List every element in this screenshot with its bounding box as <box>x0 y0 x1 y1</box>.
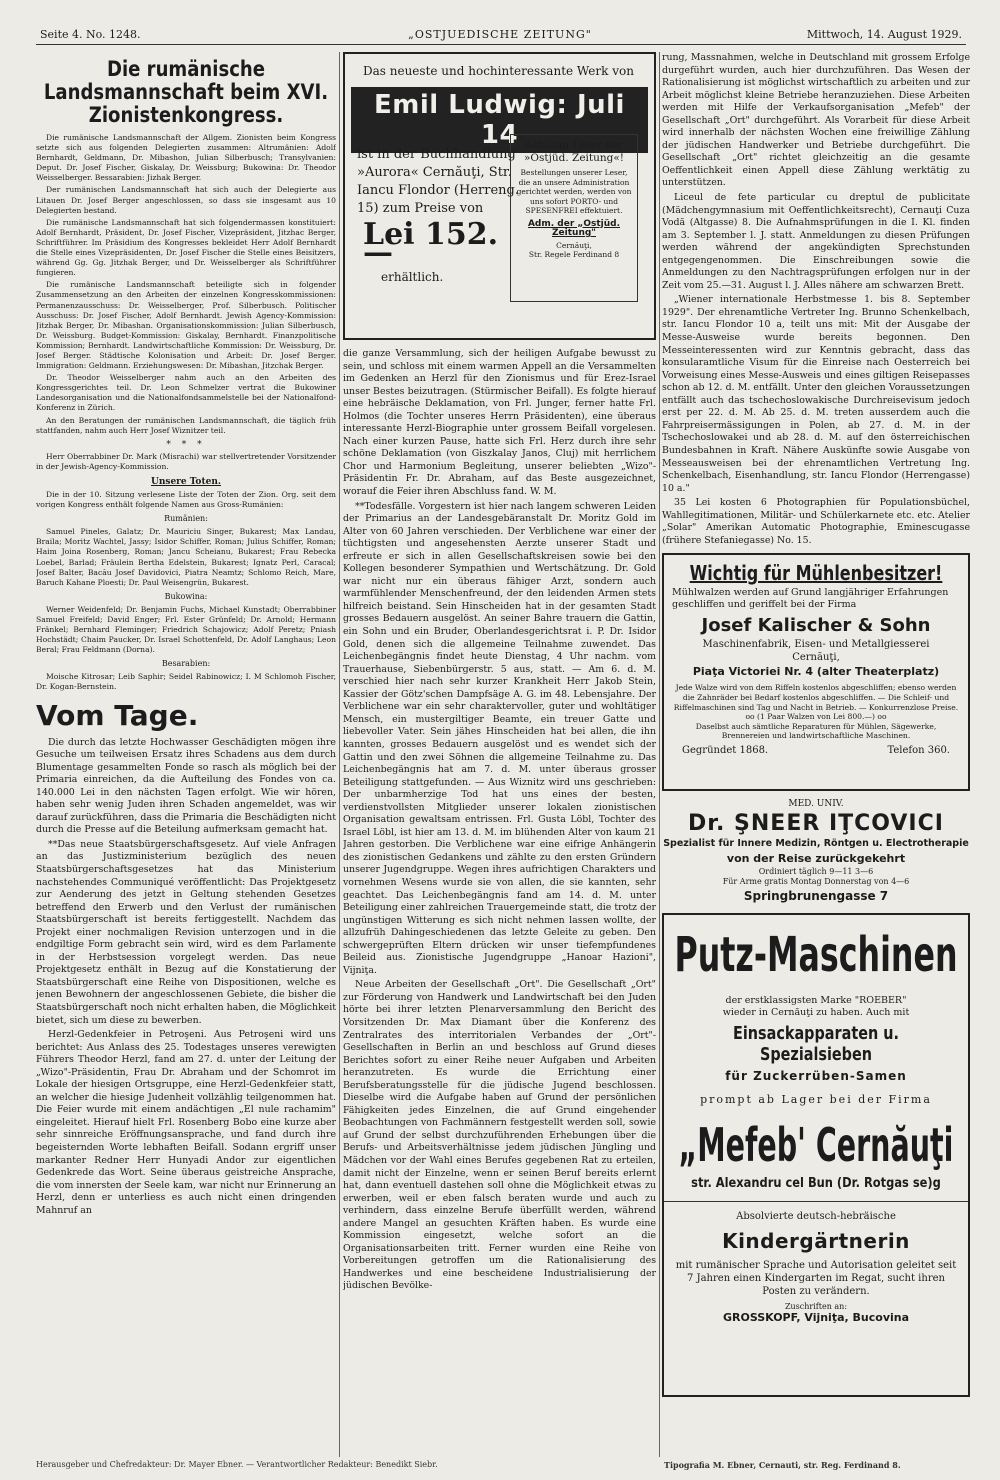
header-rule <box>36 44 966 45</box>
kg-contact: GROSSKOPF, Vijniţa, Bucovina <box>722 1311 910 1325</box>
ad-footer <box>682 745 950 756</box>
reader-notice-box <box>510 134 638 302</box>
doctor-advertisement <box>662 799 970 903</box>
page-number: Seite 4. No. 1248. <box>40 28 141 41</box>
article-body <box>662 52 970 547</box>
paragraph: Die rumänische Landsmannschaft hat sich folgendermassen konstituiert: Adolf Bernhardt, Präsident, Dr. Josef Fischer, Vizepräsident, Jitzhac Berger, Schriftführer. Im Präsidium des Kongresses bekleidet Herr Adolf Bernhardt die Stelle eines Vizepräsidenten, Dr. Josef Fischer die Stelle eines Beisitzers, während Gg. Gg. Jitzhak Berger, und Dr. Weisselberger als Schriftführer fungieren. <box>36 217 336 278</box>
region-title: Rumänien: <box>164 514 208 524</box>
article-body <box>36 737 336 1218</box>
ad-intro: Das neueste und hochinteressante Werk von <box>363 64 634 78</box>
kg-intro: Absolvierte deutsch-hebräische <box>736 1211 896 1223</box>
doctor-specialty: Spezialist für Innere Medizin, Röntgen u. Electrotherapie <box>663 838 969 850</box>
ad-line: wieder in Cernăuţi zu haben. Auch mit <box>722 1007 910 1019</box>
ad-lead: Mühlwalzen werden auf Grund langjähriger Erfahrungen geschliffen und geriffelt bei der Firma <box>672 587 949 611</box>
ad-price: Lei 152.— <box>363 217 499 270</box>
newspaper-title: „OSTJUEDISCHE ZEITUNG" <box>408 28 592 41</box>
ad-bookstore: ist in der Buchhandlung »Aurora« Cernăuţi, Str. Iancu Flondor (Herreng. 15) zum Preise von <box>357 147 519 216</box>
doctor-name: Dr. ŞNEER IŢCOVICI <box>688 811 944 837</box>
region-title: Bukowina: <box>164 591 208 601</box>
paragraph: rung, Massnahmen, welche in Deutschland mit grossem Erfolge durgeführt wurden, auch hier durchzuführen. Das Wesen der Rationalisierung ist möglichst wirtschaftlich zu arbeiten und zur Arbeit möglichst kleine Betriebe heranzuziehen. Diese Arbeiten werden mit Hilfe der Verkaufsorganisation „Mefeb" der Gesellschaft „Ort" durchgeführt. Als Vorarbeit für diese Arbeit wird innerhalb der nächsten Wochen eine freiwillige Zählung der jüdischen Handwerker und Betriebe durchgeführt. Die Gesellschaft „Ort" richtet gleichzeitig an die gesamte Oeffentlichkeit einen Appell diese Zählung werktätig zu unterstützen. <box>662 52 970 189</box>
notice-text: Bestellungen unserer Leser, die an unsere Administration gerichtet werden, werden von uns sofort PORTO- und SPESENFREI effektuiert. <box>516 168 632 215</box>
mill-advertisement <box>662 553 970 791</box>
ad-firm: „Mefeb' Cernăuţi <box>678 1118 954 1173</box>
column-divider <box>659 52 660 1457</box>
ad-subtitle: Maschinenfabrik, Eisen- und Metallgiesserei <box>702 639 930 651</box>
divider <box>664 1201 968 1202</box>
notice-street: Str. Regele Ferdinand 8 <box>528 250 620 259</box>
paragraph: 35 Lei kosten 6 Photographien für Populationsbüchel, Wahllegitimationen, Militär- und Schülerkarnete etc. etc. Atelier „Solar" Amerikan Automatic Photographie, Eminescugasse (frühere Stefaniegasse) No. 15. <box>662 497 970 546</box>
ad-title: Wichtig für Mühlenbesitzer! <box>689 561 943 586</box>
issue-date: Mittwoch, 14. August 1929. <box>806 28 962 41</box>
doctor-prefix: MED. UNIV. <box>788 799 844 810</box>
region-title: Besarabien: <box>161 659 211 669</box>
machine-advertisement <box>662 913 970 1397</box>
ad-banner: Emil Ludwig: Juli 14 <box>351 87 648 153</box>
name-list: Werner Weidenfeld; Dr. Benjamin Fuchs, Michael Kunstadt; Oberrabbiner Samuel Freifeld; David Enger; Frl. Ester Grünfeld; Dr. Arnold; Hermann Fränkel; Bernhard Fleminger; Friedrich Schajowicz; Adolf Peretz; Pniash Hochstädt; Chaim Paucker, Dr. Israel Schottenfeld, Dr. Adolf Langhaus; Leon Beral; Frau Feldmann (Dorna). <box>36 604 336 655</box>
paragraph: Der rumänischen Landsmannschaft hat sich auch der Delegierte aus Litauen Dr. Josef Berger angeschlossen, so dass sie insgesamt aus 10 Delegierten bestand. <box>36 185 336 215</box>
column-2 <box>343 52 656 1457</box>
notice-admin: Adm. der „Ostjüd. Zeitung" <box>527 218 621 238</box>
book-advertisement <box>343 52 656 340</box>
article-body <box>36 133 336 693</box>
doctor-poor-hours: Für Arme gratis Montag Donnerstag von 4—6 <box>722 877 910 887</box>
ad-firm: Josef Kalischer & Sohn <box>701 615 931 637</box>
section-separator: * * * <box>166 439 206 450</box>
ad-founded: Gegründet 1868. <box>682 744 769 756</box>
paragraph: Herr Oberrabbiner Dr. Mark (Misrachi) war stellvertretender Vorsitzender in der Jewish-Agency-Kommission. <box>36 451 336 471</box>
ad-line: prompt ab Lager bei der Firma <box>700 1093 932 1107</box>
kg-title: Kindergärtnerin <box>722 1229 910 1254</box>
ad-fineprint: Daselbst auch sämtliche Reparaturen für Mühlen, Sägewerke, Brennereien und landwirtschaftliche Maschinen. <box>695 721 937 741</box>
paragraph: Herzl-Gedenkfeier in Petroşeni. Aus Petroşeni wird uns berichtet: Aus Anlass des 25. Todestages unseres verewigten Führers Theodor Herzl, fand am 27. d. unter der Leitung der „Wizo"-Präsidentin, Frau Dr. Abraham und der Schomrot im Lokale der hiesigen Ortsgruppe, eine Herzl-Gedenkfeier statt, an welcher die hiesige Judenheit vollzählig teilgenommen hat. Die Feier wurde mit einem andächtigen „El nule rachamim" eingeleitet. Hierauf hielt Frl. Rosenberg Bobo eine kurze aber sehr sinnreiche Eröffnungsansprache, und fand durch ihre begeisternden Worte lebhaften Beifall. Sodann ergriff unser markanter Redner Herr Hunyadi Andor zur eigentlichen Gedenkrede das Wort. Seine überaus geistreiche Ansprache, die vom innersten der Seele kam, war nicht nur Erinnerung an Herzl, denn er unterliess es auch nicht einen dringenden Mahnruf an <box>36 1029 336 1216</box>
footer-publisher: Herausgeber und Chefredakteur: Dr. Mayer Ebner. — Verantwortlicher Redakteur: Benedikt Siebr. <box>36 1460 438 1469</box>
ad-fineprint: oo (1 Paar Walzen von Lei 800.—) oo <box>745 712 887 722</box>
page-header <box>0 0 1000 40</box>
ad-line: der erstklassigsten Marke "ROEBER" <box>725 995 907 1007</box>
paragraph: Liceul de fete particular cu dreptul de publicitate (Mädchengymnasium mit Oeffentlichkeitsrecht), Cernauţi Cuza Vodă (Altgasse) 8. Die Aufnahmsprüfungen in die I. Kl. finden am 3. September l. J. statt. Anmeldungen zu diesen Prüfungen werden während der angekündigten Sprechstunden entgegengenommen. Die Einschreibungen sowie die Anmeldungen zu den Nachtragsprüfungen erfolgen nur in der Zeit vom 25.—31. August l. J. Alles nähere am schwarzen Brett. <box>662 192 970 291</box>
paragraph: **Todesfälle. Vorgestern ist hier nach langem schweren Leiden der Primarius an der Landesgebäranstalt Dr. Moritz Gold im Alter von 60 Jahren verschieden. Der Verblichene war einer der tüchtigsten und angesehensten Aerzte unserer Stadt und erfreute er sich in allen Gesellschaftskreisen sowie bei den Kollegen besonderer Sympathien und Wertschätzung. Dr. Gold war nicht nur ein überaus fähiger Arzt, sondern auch warmfühlender Menschenfreund, der den leidenden Armen stets hilfreich beistand. Sein Hinscheiden hat in der gesamten Stadt grosses Bedauern ausgelöst. An seiner Bahre trauern die Gattin, ein Sohn und ein Bruder, Oberlandesgerichtsrat i. P. Dr. Isidor Gold, denen sich die allgemeine Teilnahme zuwendet. Das Leichenbegängnis findet heute Dienstag, 4 Uhr nachm. vom Trauerhause, Siebenbürgerstr. 5 aus, statt. — Am 6. d. M. verschied hier nach sehr kurzer Krankheit Herr Jakob Stein, Kassier der Götz'schen Dampfsäge A. G. im 48. Lebensjahre. Der Verblichene war ein sehr charaktervoller, guter und wohltätiger Mensch, ein mustergiltiger Beamte, ein treuer Gatte und liebevoller Vater. Sein jähes Hinscheiden hat bei allen, die ihn kannten, grosses Bedauern ausgelöst und es wendet sich der Gattin und den zwei Söhnen die allgemeine Teilnahme zu. Das Leichenbegängnis hat am 7. d. M. unter überaus grosser Beteiligung stattgefunden. — Aus Wiznitz wird uns geschrieben: Der unbarmherzige Tod hat uns eines der besten, verdienstvollsten Mitglieder unserer lokalen zionistischen Organisation gewaltsam entrissen. Frl. Gusta Löbl, Tochter des Israel Löbl, ist hier am 13. d. M. im blühenden Alter von kaum 21 Jahren gestorben. Die Verblichene war eine eifrige Anhängerin des zionistischen Gedankens und zählte zu den ersten Gründern unserer Jugendgruppe. Wegen ihres aufrichtigen Charakters und vornehmen Wesens wurde sie von allen, die sie kannten, sehr geachtet. Das Leichenbegängnis fand am 14. d. M. unter Beteiligung einer zahlreichen Trauergemeinde statt, die trotz der ungünstigen Witterung es sich nicht nehmen lassen wollte, der allzufrüh Dahingeschiedenen das letzte Geleite zu geben. Den schwergeprüften Eltern drücken wir unser tiefempfundenes Beileid aus. Zionistische Jugendgruppe „Hanoar Hazioni", Vijniţa. <box>343 500 656 976</box>
ad-availability: erhältlich. <box>381 270 444 284</box>
article-headline: Die rumänische Landsmannschaft beim XVI. Zionistenkongress. <box>43 57 329 127</box>
paragraph: die ganze Versammlung, sich der heiligen Aufgabe bewusst zu sein, und schloss mit einem warmen Appell an die Versammelten im Gedenken an Herzl für den Zionismus und für Erez-Israel unser Bestes beizutragen. (Stürmischer Beifall). Es folgte hierauf eine hebräische Deklamation, von Frl. Junger, ferner hatte Frl. Holmos (die Tochter unseres Herrn Präsidenten), eine überaus interessante Herzl-Biographie unter grossem Beifall vorgelesen. Nach einer kurzen Pause, hatte sich Frl. Herz durch ihre sehr schöne Deklamation (von Giszkalay Janos, Cluj) mit herrlichem Chor und Harmonium Begleitung, unserer beliebten „Wizo"-Präsidentin Fr. Dr. Abraham, auf das Beste ausgezeichnet, worauf die Feier ihren Abschluss fand. W. M. <box>343 348 656 498</box>
paragraph: Die rumänische Landsmannschaft der Allgem. Zionisten beim Kongress setzte sich aus folgenden Delegierten zusammen: Altrumänien: Adolf Bernhardt, Geldmann, Dr. Mibashon, Julian Silberbusch; Transylvanien: Deput. Dr. Josef Fischer, Giskalay, Dr. Weissburg; Bukowina: Dr. Theodor Weisselberger. Bessarabien: Jizhak Berger. <box>36 133 336 183</box>
article-body <box>343 348 656 1293</box>
notice-title: Achtung Leser der »Ostjüd. Zeitung«! <box>523 139 625 164</box>
paragraph: „Wiener internationale Herbstmesse 1. bis 8. September 1929". Der ehrenamtliche Vertreter Ing. Brunno Schenkelbach, str. Iancu Flondor 10 a, teilt uns mit: Mit der Ausgabe der Messe-Ausweise wurde bereits begonnen. Den Messeinteressenten wird zur Kenntnis gebracht, dass das konsularamtliche Visum für die Einreise nach Oesterreich bei Vorweisung eines Messe-Ausweis und eines giltigen Reisepasses schon ab 12. d. M. entfällt. Unter den gleichen Voraussetzungen entfällt auch das tschechoslowakische Durchreisevisum jedoch erst per 22. d. M. Ab 25. d. M. treten ausserdem auch die Fahrpreisermässigungen in Polen, ab 27. d. M. in der Tschechoslowakei und ab 28. d. M. auf den österreichischen Bundesbahnen in Kraft. Nähere Auskünfte sowie Ausgabe von Messeausweisen bei der ehrenamtlichen Vertretung Ing. Schenkelbach, Eisenhandlung, str. Iancu Flondor (Herrengasse) 10 a." <box>662 294 970 494</box>
ad-text <box>357 146 519 286</box>
ad-fineprint: Jede Walze wird von dem Riffeln kostenlos abgeschliffen; ebenso werden die Zahnräder bei Bedarf kostenlos abgeschliffen. — Die Schleif- und Riffelmaschinen sind Tag und Nacht in Betrieb. — Konkurrenzlose Preise. <box>673 683 959 712</box>
name-list: Moische Kitrosar; Leib Saphir; Seidel Rabinowicz; I. M Schlomoh Fischer, Dr. Kogan-Bernstein. <box>36 672 336 692</box>
column-3 <box>662 52 970 1457</box>
doctor-address: Springbrunengasse 7 <box>743 889 889 904</box>
ad-product-sub: für Zuckerrüben-Samen <box>725 1069 907 1084</box>
column-1 <box>36 52 336 1457</box>
kg-text: mit rumänischer Sprache und Autorisation geleitet seit 7 Jahren einen Kindergarten im Regat, sucht ihren Posten zu verändern. <box>675 1260 957 1298</box>
notice-city: Cernăuţi, <box>556 240 592 250</box>
paragraph: Neue Arbeiten der Gesellschaft „Ort". Die Gesellschaft „Ort" zur Förderung von Handwerk und Landwirtschaft bei den Juden hörte bei ihrer letzten Plenarversammlung den Bericht des Vorsitzenden Dr. Max Diamant über die Konferenz des Zentralrates des interritorialen Verbandes der „Ort"-Gesellschaften in Berlin an und beschloss auf Grund dieses Berichtes sofort zu einer Reihe neuer Aufgaben und Arbeiten heranzutreten. Es wurde die Errichtung einer Berufsberatungsstelle für die jüdische Jugend beschlossen. Dieselbe wird die Aufgabe haben auf Grund der persönlichen Fähigkeiten jedes Einzelnen, die auf Grund eingehender Beobachtungen von Fachmännern festgestellt werden soll, sowie auf Grund der selbst durchzuführenden Erhebungen über die Berufs- und Arbeitsverhältnisse jedem jüdischen Jüngling und Mädchen vor der Wahl eines Berufes gegebenen Rat zu erteilen, damit nicht der Einzelne, wenn er seinen Beruf bereits erlernt hat, dann eventuell dastehen soll ohne die Möglichkeit etwas zu erwerben, weil er eben falsch beraten wurde und auch zu verhindern, dass einzelne Berufe überfüllt werden, während andere Mangel an gesuchten Kräften haben. Es wurde eine Kommission eingesetzt, welche sofort an die Organisationsarbeiten tritt. Ferner wurden eine Reihe von Vorbereitungen getroffen um die Rationalisierung des Handwerkes und eine bescheidene Industrialisierung der jüdischen Bevölke- <box>343 979 656 1292</box>
column-divider <box>339 52 340 1457</box>
ad-address: Piaţa Victoriei Nr. 4 (alter Theaterplatz) <box>692 665 940 679</box>
doctor-hours: Ordiniert täglich 9—11 3—6 <box>758 867 874 877</box>
ad-title: Putz-Maschinen <box>674 927 958 984</box>
ad-phone: Telefon 360. <box>887 744 950 756</box>
footer-printer: Tipografia M. Ebner, Cernauti, str. Reg. Ferdinand 8. <box>664 1460 901 1470</box>
paragraph: Die in der 10. Sitzung verlesene Liste der Toten der Zion. Org. seit dem vorigen Kongress enthält folgende Namen aus Gross-Rumänien: <box>36 490 336 510</box>
doctor-return: von der Reise zurückgekehrt <box>726 852 906 866</box>
paragraph: **Das neue Staatsbürgerschaftsgesetz. Auf viele Anfragen an das Justizministerium bezüglich des neuen Staatsbürgerschaftsgesetzes hat das Ministerium nachstehendes Communiqué veröffentlicht: Das Projektgesetz zur Aenderung des jetzt in Geltung stehenden Gesetzes betreffend den Erwerb und den Verlust der rumänischen Staatsbürgerschaft ist bereits fertiggestellt. Nachdem das Projekt einer nochmaligen Revision unterzogen und in die endgiltige Form gebracht sein wird, wird es dem Parlamente in der Herbstsession vorgelegt werden. Das neue Projektgesetz enthält in Bezug auf die Konstatierung der Staatsbürgerschaft eine Reihe von Dispositionen, welche es jenen Bewohnern der angeschlossenen Gebiete, die bisher die Staatsbürgerschaft noch nicht erhalten haben, die Möglichkeit bietet, sich um diese zu bewerben. <box>36 838 336 1026</box>
ad-city: Cernăuţi, <box>792 652 840 664</box>
ad-product: Einsackapparaten u. Spezialsieben <box>733 1023 899 1066</box>
paragraph: An den Beratungen der rumänischen Landsmannschaft, die täglich früh stattfanden, nahm auch Herr Josef Wiznitzer teil. <box>36 415 336 435</box>
paragraph: Die durch das letzte Hochwasser Geschädigten mögen ihre Gesuche um teilweisen Ersatz ihres Schadens aus dem durch Blumentage gesammelten Fonde so rasch als möglich bei der Primaria einreichen, da die Aufteilung des Fondes von ca. 140.000 Lei in den nächsten Tagen erfolgt. Wie wir hören, haben sehr wenig Juden ihren Schaden angemeldet, was wir darauf zurückführen, dass die Primaria die Beschädigten nicht durch die Presse auf die Beteilung aufmerksam gemacht hat. <box>36 736 336 836</box>
kg-contact-label: Zuschriften an: <box>784 1302 848 1312</box>
section-title: Unsere Toten. <box>150 477 221 487</box>
paragraph: Die rumänische Landsmannschaft beteiligte sich in folgender Zusammensetzung an den Arbeiten der einzelnen Kongresskommissionen: Permanenzausschuss: Dr. Weisselberger, Prof. Silberbusch. Politischer Ausschuss: Dr. Josef Fischer, Adolf Bernhardt. Jewish Agency-Kommission: Jitzhak Berger, Dr. Mibashan. Organisationskommission: Julian Silberbusch, Dr. Weissburg. Budget-Kommission: Giskalay, Bernhardt. Finanzpolitische Kommission; Bernhardt. Landwirtschaftliche Kommission: Dr. Weissburg, Dr. Josef Berger. Städtische Kolonisation und Arbeit: Dr. Josef Berger. Immigration: Geldmann. Erziehungswesen: Dr. Mibashan, Jitzchak Berger. <box>36 280 336 371</box>
paragraph: Dr. Theodor Weisselberger nahm auch an den Arbeiten des Kongressgerichtes teil. Dr. Leon Schmelzer vertrat die Bukowiner Landesorganisation und die Nationalfondsammelstelle bei der Nationalfond-Konferenz in Zürich. <box>36 373 336 413</box>
name-list: Samuel Pineles, Galatz; Dr. Mauriciu Singer, Bukarest; Max Landau, Braila; Moritz Wachtel, Jassy; Isidor Schiffer, Roman; Julius Schiffer, Roman; Haim Joina Rosenberg, Roman; Jancu Scheianu, Bukarest; Frau Rebecka Loebel, Barlad; Fräulein Bertha Edelstein, Bukarest; Ignatz Perl, Caracal; Josef Balter, Bacău Josef Davidovici, Piatra Neamtz; Schlomo Reich, Mare, Baruch Kahane Ploesti; Dr. Paul Weisengrün, Bukarest. <box>36 527 336 587</box>
ad-address: str. Alexandru cel Bun (Dr. Rotgas se)g <box>691 1176 941 1192</box>
section-headline: Vom Tage. <box>36 698 199 732</box>
